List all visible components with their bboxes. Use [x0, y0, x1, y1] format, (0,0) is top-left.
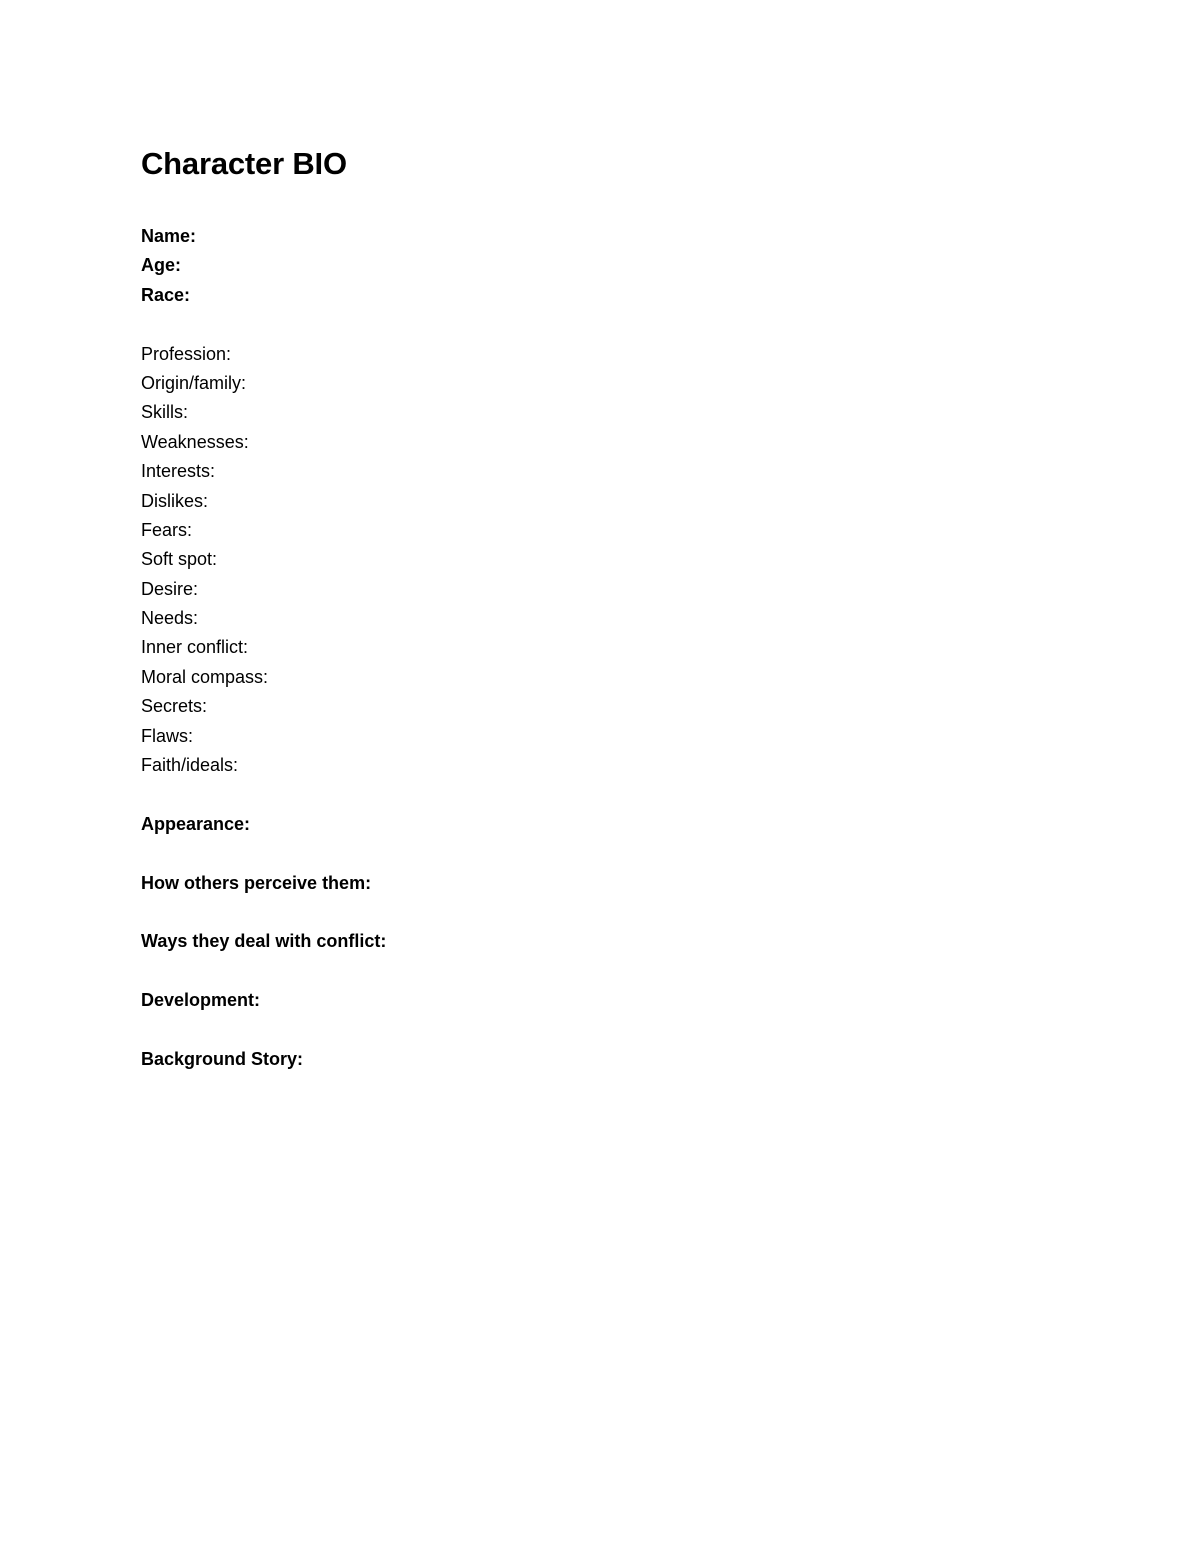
- field-fears: Fears:: [141, 519, 193, 540]
- spacer: [141, 839, 1061, 868]
- trait-fields: [141, 340, 1061, 781]
- field-how-others-perceive: How others perceive them:: [141, 872, 372, 893]
- field-desire: Desire:: [141, 578, 199, 599]
- field-secrets: Secrets:: [141, 696, 208, 717]
- basic-fields: [141, 222, 1061, 310]
- field-name: Name:: [141, 226, 197, 246]
- field-race: Race:: [141, 284, 191, 305]
- field-age: Age:: [141, 255, 181, 276]
- section-fields: [141, 810, 1061, 1075]
- spacer: [141, 780, 1061, 809]
- field-origin-family: Origin/family:: [141, 372, 247, 393]
- field-moral-compass: Moral compass:: [141, 666, 269, 687]
- spacer: [141, 1016, 1061, 1045]
- spacer: [141, 310, 1061, 339]
- page-title: Character BIO: [141, 146, 347, 181]
- field-background-story: Background Story:: [141, 1048, 304, 1069]
- field-faith-ideals: Faith/ideals:: [141, 755, 239, 776]
- field-weaknesses: Weaknesses:: [141, 431, 249, 452]
- field-needs: Needs:: [141, 608, 199, 629]
- field-interests: Interests:: [141, 461, 216, 482]
- field-soft-spot: Soft spot:: [141, 549, 218, 570]
- spacer: [141, 957, 1061, 986]
- field-appearance: Appearance:: [141, 813, 251, 834]
- field-inner-conflict: Inner conflict:: [141, 637, 249, 658]
- field-development: Development:: [141, 990, 261, 1011]
- spacer: [141, 898, 1061, 927]
- field-profession: Profession:: [141, 343, 232, 364]
- field-conflict-handling: Ways they deal with conflict:: [141, 931, 387, 952]
- field-dislikes: Dislikes:: [141, 490, 209, 511]
- document-body: [141, 144, 1061, 1074]
- field-skills: Skills:: [141, 402, 189, 423]
- field-flaws: Flaws:: [141, 725, 194, 746]
